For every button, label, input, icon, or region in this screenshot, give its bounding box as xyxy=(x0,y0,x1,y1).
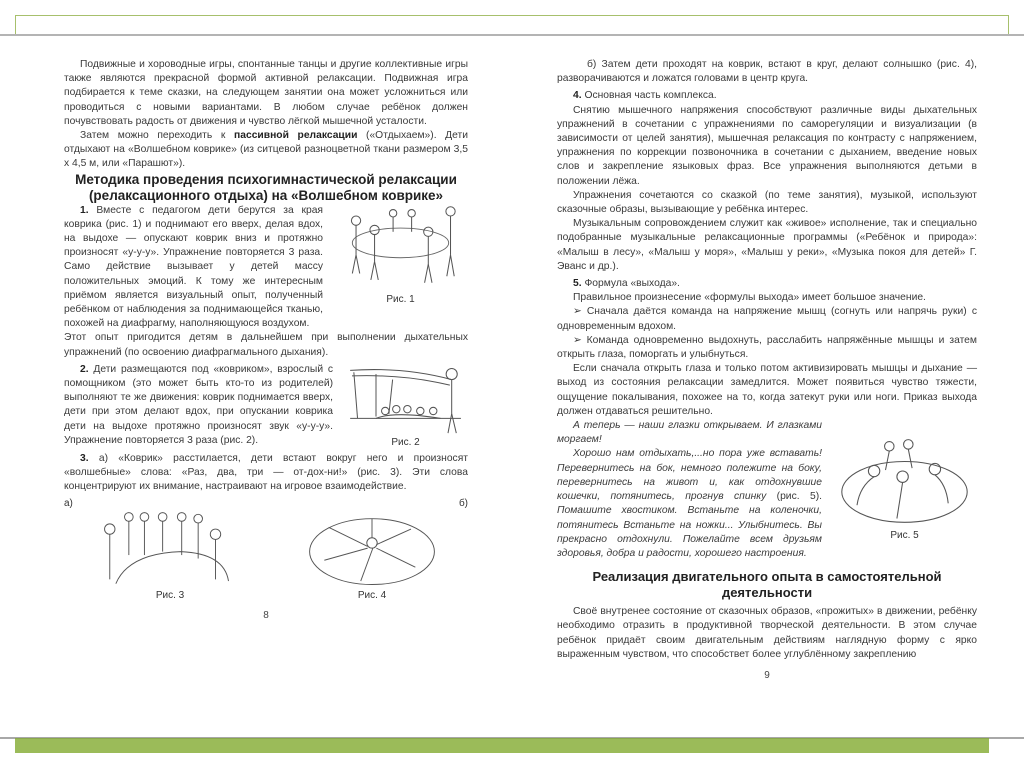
figure-2 xyxy=(343,363,468,449)
step3-text xyxy=(64,452,468,495)
figure-labels-row xyxy=(64,498,468,510)
figure-3-caption: Рис. 3 xyxy=(155,590,185,602)
right-para-formula: Правильное произнесение «формулы выхода» имеет большое значение. xyxy=(573,292,926,304)
step4-number: 4. xyxy=(573,90,582,102)
right-para-eyes: Если сначала открыть глаза и только потом активизировать мышцы и дыхание — выход из состояния релаксации замедлится. Может появиться чувство тяжести, ощущение покалывания, похожее на то, когда затекут руки или ноги. Приказ выхода должен отдаваться решительно. xyxy=(557,363,977,417)
step5-heading xyxy=(557,277,977,291)
figure-1-illustration xyxy=(333,204,468,292)
figure-4-caption: Рис. 4 xyxy=(357,590,387,602)
figure-1-caption: Рис. 1 xyxy=(386,293,415,305)
italic-block xyxy=(557,419,977,561)
left-para-2 xyxy=(64,129,468,172)
right-para-fairy: Упражнения сочетаются со сказкой (по теме занятия), музыкой, используют сказочные образы, вызывающие у ребёнка интерес. xyxy=(557,189,977,216)
step3-number: 3. xyxy=(80,452,89,464)
step2-body: Дети размещаются под «ковриком», взрослый с помощником (это может быть кто-то из родителей) выполняют те же движения: коврик поднимается вверх, дети при этом делают вдох, при опускании коврика дети на выдохе протяжно произносят звук «у-у-у». Упражнение повторяется 3 раза (рис. 2). xyxy=(64,363,333,446)
bullet-2: ➢ Команда одновременно выдохнуть, расслабить напряжённые мышцы и затем открыть глаза, поморгать и улыбнуться. xyxy=(557,334,977,361)
step5-title: Формула «выхода». xyxy=(581,278,680,290)
left-para-1: Подвижные и хороводные игры, спонтанные танцы и другие коллективные игры также являются прекрасной формой активной релаксации. Подвижная игра подбирается к теме сказки, на следующем занятии она может усложниться или проводиться с новыми вариантами. В любом случае ребёнок должен почувствовать радость от движения и чувство лёгкой мышечной усталости. xyxy=(64,59,468,127)
italic-2 xyxy=(557,447,822,561)
para2-end: («Отдыхаем»). Дети отдыхают на «Волшебном коврике» (из ситцевой разноцветной ткани размером 3,5 х 4,5 м, или «Парашют»). xyxy=(64,130,469,170)
right-para-last: Своё внутренее состояние от сказочных образов, «прожитых» в движении, ребёнку необходимо отразить в продуктивной творческой деятельности. В этом случае ребёнок придаёт своим двигательным действиям наглядную форму с ярко выраженным чувством, что способствет более углублённому закреплению xyxy=(557,606,977,660)
italic-1: А теперь — наши глазки открываем. И глазками моргаем! xyxy=(557,420,822,446)
italic-text-column xyxy=(557,419,822,561)
right-page-number: 9 xyxy=(764,669,770,681)
step5-number: 5. xyxy=(573,278,582,290)
figure-5-illustration xyxy=(837,433,972,528)
step3-body: а) «Коврик» расстилается, дети встают вокруг него и произносят «волшебные» слова: «Раз, два, три — от-дох-ни!» (рис. 3). Эти слова концентрируют их внимание, настраивают на игровое взаимодействие. xyxy=(64,452,468,493)
step2-number: 2. xyxy=(80,363,89,375)
step1-text xyxy=(64,204,323,332)
figure-3 xyxy=(90,510,250,602)
step2-block xyxy=(64,363,468,449)
step1-body: Вместе с педагогом дети берутся за края коврика (рис. 1) и поднимают его вверх, делая вдох, на выдохе — опускают коврик вниз и протяжно произносят «у-у-у». Упражнение повторяется 3 раза. Само действие вызывает у детей массу положительных эмоций. К тому же интересным приёмом является визуальный опыт, полученный ребёнком от наблюдения за поднимающейся тканью, похожей на диафрагму, наполняющуюся воздухом. xyxy=(64,204,323,330)
step1-block xyxy=(64,204,468,332)
figure-5-reference: (рис. 5). xyxy=(776,491,822,503)
right-para-relax: Снятию мышечного напряжения способствуют различные виды дыхательных упражнений в сочетании с упражнениями по саморегуляции и визуализации (в зависимости от целей занятия), мышечная релаксация по контрасту с напряжением, упражнения по коррекции позвоночника в сочетании с дыханием, введение новых слов и закрепление языковых фраз. Все упражнения выполняются детьми в положении лёжа. xyxy=(557,104,977,187)
green-footer-bar xyxy=(15,738,989,753)
figure-4-illustration xyxy=(302,510,442,588)
label-b: б) xyxy=(458,498,468,510)
right-para-music: Музыкальным сопровождением служит как «живое» исполнение, так и специально подобранные музыкальные релаксационные программы («Ребёнок и природа»: «Малыш в лесу», «Малыш у моря», «Малыш у реки», «Музыка покоя для детей» Г. Эванс и др.). xyxy=(557,218,977,272)
bullet-1: ➢ Сначала даётся команда на напряжение мышц (согнуть или напрячь руки) с одновременным вдохом. xyxy=(557,306,977,332)
label-a: а) xyxy=(64,498,73,510)
right-heading: Реализация двигательного опыта в самостоятельной деятельности xyxy=(592,569,942,601)
step1-number: 1. xyxy=(80,204,89,216)
right-para-b: б) Затем дети проходят на коврик, встают в круг, делают солнышко (рис. 4), разворачиваются и ложатся головами в центр круга. xyxy=(557,59,977,85)
italic-2-body: Хорошо нам отдыхать,...но пора уже вставать! Перевернитесь на бок, немного полежите на боку, перевернитесь на живот и, как отдохнувшие кошечки, потянитесь, прогнув спинку xyxy=(557,448,822,503)
figure-4 xyxy=(302,510,442,602)
step4-heading xyxy=(557,89,977,103)
italic-3-body: Помашите хвостиком. Встаньте на коленочки, потянитесь Встаньте на ножки... Улыбнитесь. Вы прекрасно отдохнули. Пожелайте всем друзьям здоровья, добра и радости, хорошего настроения. xyxy=(557,505,822,559)
left-page xyxy=(64,58,468,622)
figure-2-illustration xyxy=(346,363,466,435)
top-divider xyxy=(0,34,1024,36)
slide-top-frame xyxy=(15,15,1009,34)
figure-5-caption: Рис. 5 xyxy=(890,530,919,542)
figure-1 xyxy=(333,204,468,332)
step4-title: Основная часть комплекса. xyxy=(581,90,717,102)
left-heading: Методика проведения психогимнастической релаксации (релаксационного отдыха) на «Волшебном коврике» xyxy=(75,171,457,203)
figure-2-caption: Рис. 2 xyxy=(391,436,420,448)
figure-3-illustration xyxy=(90,510,250,588)
figure-5 xyxy=(832,433,977,561)
step1-continued: Этот опыт пригодится детям в дальнейшем при выполнении дыхательных упражнений (по освоению диафрагмального дыхания). xyxy=(64,332,468,358)
figures-3-4 xyxy=(64,510,468,602)
left-page-number: 8 xyxy=(263,610,269,622)
step2-text xyxy=(64,363,333,449)
passive-relaxation-term: пассивной релаксации xyxy=(234,130,358,142)
right-page xyxy=(557,58,977,682)
para2-start: Затем можно переходить к xyxy=(80,130,235,142)
